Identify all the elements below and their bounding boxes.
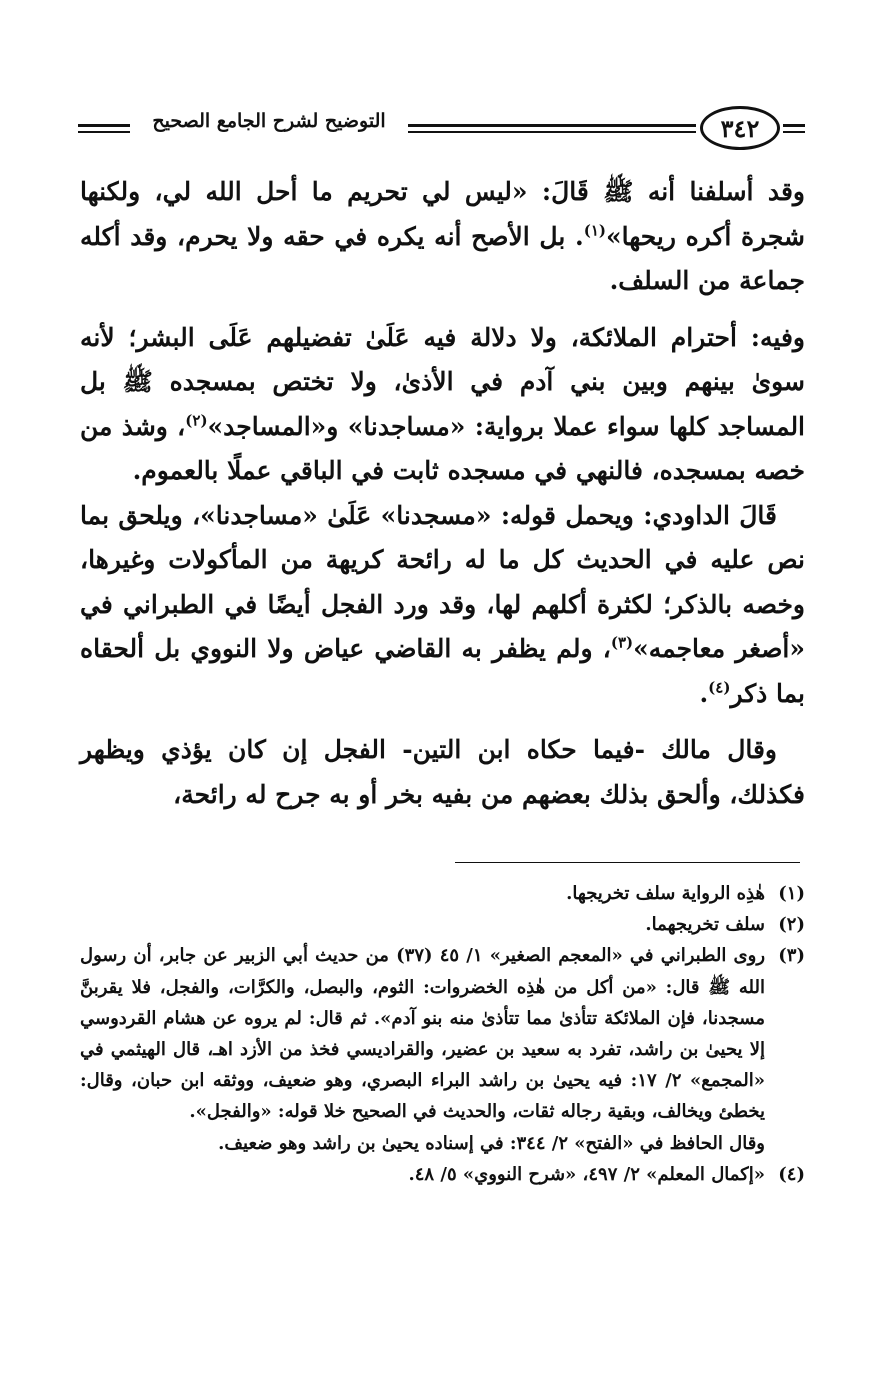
footnote-separator bbox=[455, 862, 800, 863]
footnote bbox=[80, 878, 805, 909]
footnote-number: (٢) bbox=[778, 914, 805, 936]
footnote-number: (٣) bbox=[778, 945, 805, 967]
footnote-ref[interactable]: (٣) bbox=[610, 633, 634, 652]
footnotes bbox=[80, 878, 805, 1190]
footnote-text: روى الطبراني في «المعجم الصغير» ١/ ٤٥ (٣٧) من حديث أبي الزبير عن جابر، أن رسول الله ﷺ قال: «من أكل من هٰذِه الخضروات: الثوم، والبصل، والكرَّات، والفجل، فلا يقربنَّ مسجدنا، فإن الملائكة تتأذىٰ مما تتأذىٰ منه بنو آدم». ثم قال: لم يروه عن هشام القردوسي إلا يحيىٰ بن راشد، تفرد به سعيد بن عضير، والقراديسي فخذ من الأزد اهـ، قال الهيثمي في «المجمع» ٢/ ١٧: فيه يحيىٰ بن راشد البراء البصري، وهو ضعيف، ووثقه ابن حبان، وقال: يخطئ ويخالف، وبقية رجاله ثقات، والحديث في الصحيح خلا قوله: «والفجل». bbox=[80, 945, 766, 1123]
paragraph bbox=[80, 316, 805, 494]
running-title: التوضيح لشرح الجامع الصحيح bbox=[152, 110, 386, 132]
footnote-text: «إكمال المعلم» ٢/ ٤٩٧، «شرح النووي» ٥/ ٤٨. bbox=[408, 1163, 765, 1185]
paragraph-text: وقال مالك -فيما حكاه ابن التين- الفجل إن كان يؤذي ويظهر فكذلك، وألحق بذلك بعضهم من بفيه بخر أو به جرح له رائحة، bbox=[80, 735, 805, 809]
footnote bbox=[80, 940, 805, 1127]
footnote bbox=[80, 909, 805, 940]
paragraph-text-tail: ، وشذ من خصه بمسجده، فالنهي في مسجده ثابت في الباقي عملًا بالعموم. bbox=[80, 411, 805, 485]
footnote-text: وقال الحافظ في «الفتح» ٢/ ٣٤٤: في إسناده يحيىٰ بن راشد وهو ضعيف. bbox=[218, 1132, 765, 1154]
paragraph-text-tail: ، ولم يظفر به القاضي عياض ولا النووي بل ألحقاه بما ذكر bbox=[80, 634, 805, 708]
footnote-ref[interactable]: (٢) bbox=[185, 411, 208, 430]
paragraph-text: وفيه: أحترام الملائكة، ولا دلالة فيه عَلَىٰ تفضيلهم عَلَى البشر؛ لأنه سوىٰ بينهم وبين بني آدم في الأذىٰ، ولا تختص بمسجده ﷺ بل المساجد كلها سواء عملا برواية: «مساجدنا» و«المساجد» bbox=[80, 322, 806, 441]
footnote-text: سلف تخريجهما. bbox=[645, 914, 765, 936]
header-rule-left bbox=[78, 124, 130, 133]
paragraph-text: وقد أسلفنا أنه ﷺ قَالَ: «ليس لي تحريم ما أحل الله لي، ولكنها شجرة أكره ريحها» bbox=[80, 177, 806, 251]
footnote-number: (١) bbox=[778, 883, 805, 904]
footnote-continuation bbox=[80, 1128, 805, 1159]
header-rule-right bbox=[783, 124, 805, 133]
footnote-ref[interactable]: (٤) bbox=[708, 678, 731, 697]
paragraph bbox=[80, 170, 805, 304]
footnote bbox=[80, 1159, 805, 1190]
running-header bbox=[78, 100, 805, 156]
page-number: ٣٤٢ bbox=[700, 106, 780, 150]
paragraph bbox=[80, 728, 805, 817]
header-rule-middle bbox=[408, 124, 696, 133]
paragraph bbox=[80, 494, 805, 717]
body-text bbox=[80, 170, 805, 817]
footnote-number bbox=[765, 1128, 805, 1159]
footnote-ref[interactable]: (١) bbox=[583, 221, 606, 240]
footnote-number: (٤) bbox=[778, 1163, 805, 1185]
paragraph-text-tail: . بل الأصح أنه يكره في حقه ولا يحرم، وقد أكله جماعة من السلف. bbox=[80, 221, 805, 295]
footnote-text: هٰذِه الرواية سلف تخريجها. bbox=[566, 883, 765, 904]
paragraph-text-tail: . bbox=[699, 678, 709, 708]
paragraph-text: قَالَ الداودي: ويحمل قوله: «مسجدنا» عَلَىٰ «مساجدنا»، ويلحق بما نص عليه في الحديث كل ما له رائحة كريهة من المأكولات وغيرها، وخصه بالذكر؛ لكثرة أكلهم لها، وقد ورد الفجل أيضًا في الطبراني في «أصغر معاجمه» bbox=[80, 500, 805, 663]
